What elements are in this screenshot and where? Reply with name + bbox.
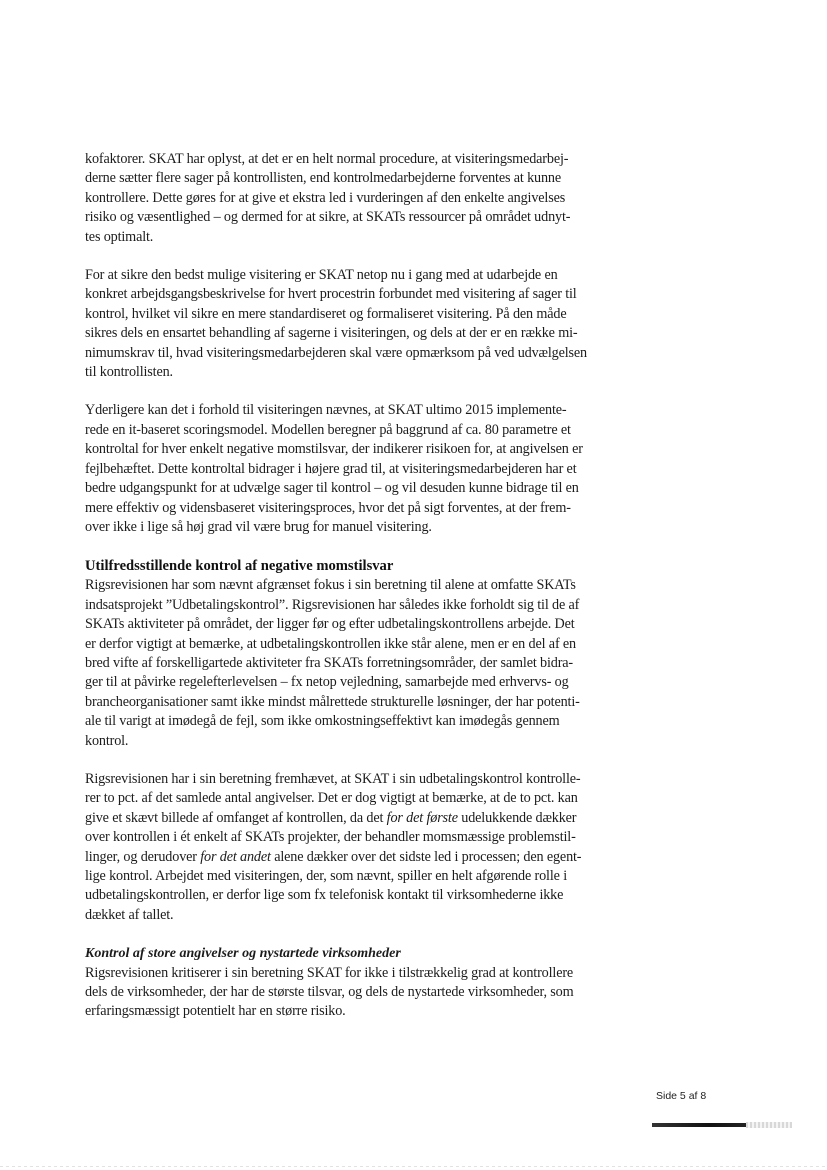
paragraph-5 [85, 770, 621, 925]
line: brancheorganisationer samt ikke mindst målrettede strukturelle løsninger, der har potenti- [85, 693, 580, 710]
paragraph-3 [85, 401, 621, 537]
line: kontrol, hvilket vil sikre en mere standardiseret og formaliseret visitering. På den måde [85, 305, 567, 322]
line: risiko og væsentlighed – og dermed for at sikre, at SKATs ressourcer på området udnyt- [85, 209, 571, 226]
line: sikres dels en ensartet behandling af sagerne i visiteringen, og dels at der er en række mi- [85, 325, 578, 342]
line: bred vifte af forskelligartede aktiviteter fra SKATs forretningsområder, der samlet bidra- [85, 654, 574, 671]
line: derne sætter flere sager på kontrollisten, end kontrolmedarbejderne forventes at kunne [85, 170, 561, 187]
line: SKATs aktiviteter på området, der ligger før og efter udbetalingskontrollens arbejde. Det [85, 616, 575, 633]
line: Rigsrevisionen har i sin beretning fremhævet, at SKAT i sin udbetalingskontrol kontrolle- [85, 770, 581, 787]
line: tes optimalt. [85, 228, 154, 245]
line: Rigsrevisionen har som nævnt afgrænset fokus i sin beretning til alene at omfatte SKATs [85, 577, 576, 594]
line: rer to pct. af det samlede antal angivelser. Det er dog vigtigt at bemærke, at de to pct. kan [85, 790, 578, 807]
line-part: linger, og derudover [85, 848, 201, 865]
line: kontroltal for hver enkelt negative momstilsvar, der indikerer risikoen for, at angivelsen er [85, 441, 583, 458]
line: er derfor vigtigt at bemærke, at udbetalingskontrollen ikke står alene, men er en del af en [85, 635, 577, 652]
footer-rule-scan-artifact [746, 1122, 792, 1128]
line: udbetalingskontrollen, er derfor lige som fx telefonisk kontakt til virksomhederne ikke [85, 887, 564, 904]
line: kontrollere. Dette gøres for at give et ekstra led i vurderingen af den enkelte angivelses [85, 189, 566, 206]
line-part: udelukkende dækker [457, 809, 577, 826]
paragraph-1 [85, 150, 621, 247]
line: fejlbehæftet. Dette kontroltal bidrager i højere grad til, at visiteringsmedarbejderen har et [85, 460, 577, 477]
line: Yderligere kan det i forhold til visiteringen nævnes, at SKAT ultimo 2015 implemente- [85, 402, 567, 419]
page-number: Side 5 af 8 [656, 1090, 707, 1102]
page-bottom-edge [0, 1166, 827, 1167]
line: nimumskrav til, hvad visiteringsmedarbejderen skal være opmærksom på ved udvælgelsen [85, 344, 587, 361]
emphasis-text: for det første [386, 809, 458, 826]
line: For at sikre den bedst mulige visitering er SKAT netop nu i gang med at udarbejde en [85, 267, 558, 284]
line: erfaringsmæssigt potentielt har en større risiko. [85, 1003, 346, 1020]
document-body [85, 150, 621, 1022]
line-part: give et skævt billede af omfanget af kontrollen, da det [85, 809, 387, 826]
line: kontrol. [85, 732, 129, 749]
paragraph-4 [85, 576, 621, 751]
line: konkret arbejdsgangsbeskrivelse for hvert procestrin forbundet med visitering af sager til [85, 286, 577, 303]
line: dels de virksomheder, der har de største tilsvar, og dels de nystartede virksomheder, som [85, 984, 574, 1001]
line: ger til at påvirke regelefterlevelsen – fx netop vejledning, samarbejde med erhvervs- og [85, 674, 569, 691]
line: kofaktorer. SKAT har oplyst, at det er en helt normal procedure, at visiteringsmedarbej- [85, 151, 569, 167]
subsection-heading: Kontrol af store angivelser og nystartede virksomheder [85, 946, 401, 962]
emphasis-text: for det andet [200, 848, 271, 865]
line: dækket af tallet. [85, 906, 174, 923]
line: mere effektiv og vidensbaseret visiteringsproces, hvor det på sigt forventes, at der frem- [85, 499, 571, 516]
line: indsatsprojekt ”Udbetalingskontrol”. Rigsrevisionen har således ikke forholdt sig til de af [85, 596, 580, 613]
line: rede en it-baseret scoringsmodel. Modellen beregner på baggrund af ca. 80 parametre et [85, 421, 571, 438]
line: over kontrollen i ét enkelt af SKATs projekter, der behandler momsmæssige problemstil- [85, 829, 576, 846]
line: Rigsrevisionen kritiserer i sin beretning SKAT for ikke i tilstrækkelig grad at kontrollere [85, 964, 574, 981]
paragraph-2 [85, 266, 621, 382]
line: til kontrollisten. [85, 364, 173, 381]
line: bedre udgangspunkt for at udvælge sager til kontrol – og vil desuden kunne bidrage til en [85, 480, 579, 497]
section-heading: Utilfredsstillende kontrol af negative momstilsvar [85, 558, 394, 575]
line: lige kontrol. Arbejdet med visiteringen, der, som nævnt, spiller en helt afgørende rolle i [85, 868, 567, 884]
line-part: alene dækker over det sidste led i processen; den egent- [270, 848, 582, 865]
paragraph-6 [85, 964, 621, 1022]
footer-rule [652, 1123, 746, 1127]
line: over ikke i lige så høj grad vil være brug for manuel visitering. [85, 518, 432, 535]
line: ale til varigt at imødegå de fejl, som ikke omkostningseffektivt kan imødegås gennem [85, 713, 560, 730]
